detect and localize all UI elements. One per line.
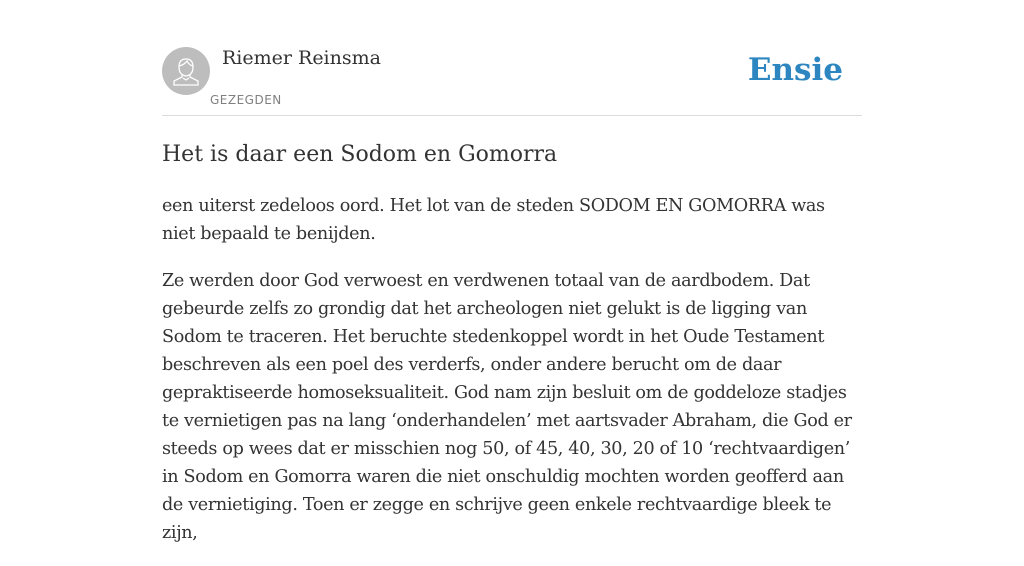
author-name[interactable]: Riemer Reinsma: [222, 47, 381, 69]
article-paragraph: Ze werden door God verwoest en verdwenen totaal van de aardbodem. Dat gebeurde zelfs zo grondig dat het archeologen niet gelukt is de ligging van Sodom te traceren. Het beruchte stedenkoppel wordt in het Oude Testament beschreven als een poel des verderfs, onder andere berucht om de daar gepraktiseerde homoseksualiteit. God nam zijn besluit om de goddeloze stadjes te vernietigen pas na lang ‘onderhandelen’ met aartsvader Abraham, die God er steeds op wees dat er misschien nog 50, of 45, 40, 30, 20 of 10 ‘rechtvaardigen’ in Sodom en Gomorra waren die niet onschuldig mochten worden geofferd aan de vernietiging. Toen er zegge en schrijve geen enkele rechtvaardige bleek te zijn,: [162, 271, 852, 543]
category-label[interactable]: GEZEGDEN: [210, 93, 282, 107]
user-placeholder-icon: [162, 47, 210, 95]
brand-logo[interactable]: Ensie: [747, 52, 843, 88]
author-avatar[interactable]: [162, 47, 210, 95]
article-paragraph: een uiterst zedeloos oord. Het lot van de steden SODOM EN GOMORRA was niet bepaald te benijden.: [162, 196, 825, 244]
header-divider: [162, 115, 862, 116]
article-title: Het is daar een Sodom en Gomorra: [162, 142, 558, 167]
article-body: [162, 192, 862, 566]
